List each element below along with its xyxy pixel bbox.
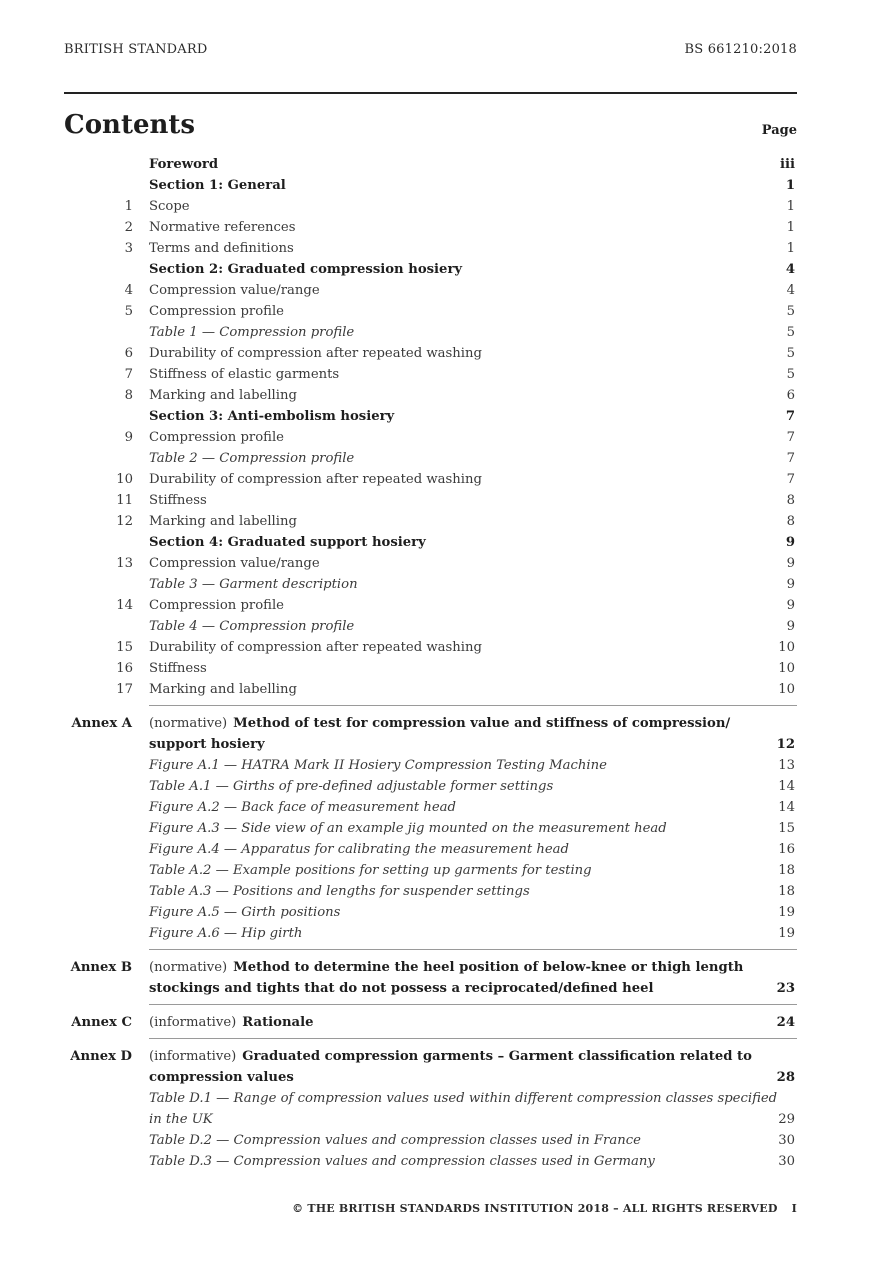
toc-entry-title: Compression profile (149, 598, 284, 613)
toc-entry-number: 3 (124, 241, 133, 256)
toc-entry-title: Table 3 — Garment description (149, 577, 358, 592)
toc-entry-number: 5 (124, 304, 133, 319)
toc-entry-page: 7 (785, 409, 795, 424)
toc-entry[interactable] (64, 154, 797, 175)
toc-entry-number: 7 (124, 367, 133, 382)
toc-entry[interactable] (64, 343, 797, 364)
annex-item-title: Table D.1 — Range of compression values used within different compression classes specified (149, 1091, 778, 1106)
annex-entry (70, 1038, 797, 1172)
toc-entry-title: Section 3: Anti-embolism hosiery (149, 409, 395, 424)
toc-entry-page: 5 (786, 367, 795, 382)
annex-title-row[interactable] (149, 1046, 797, 1067)
annex-title-row-cont[interactable] (149, 978, 797, 999)
toc-entry-page: 1 (786, 220, 795, 235)
toc-entry-page: 5 (786, 304, 795, 319)
annex-title-continued: support hosiery (149, 737, 265, 752)
toc-annexes (64, 705, 797, 1172)
toc-entry-title: Table 1 — Compression profile (149, 325, 355, 340)
toc-entry[interactable] (64, 448, 797, 469)
toc-entry[interactable] (64, 658, 797, 679)
toc-entry-title: Compression value/range (149, 556, 320, 571)
running-header-left: BRITISH STANDARD (64, 42, 208, 57)
annex-item[interactable] (149, 860, 797, 881)
toc-entry[interactable] (64, 553, 797, 574)
toc-entry-number: 16 (116, 661, 133, 676)
annex-entry (71, 705, 797, 944)
toc-entry[interactable] (64, 217, 797, 238)
toc-entry[interactable] (64, 385, 797, 406)
toc-entry-page: 1 (786, 199, 795, 214)
toc-entry-page: 4 (785, 262, 795, 277)
toc-entry-title: Table 2 — Compression profile (149, 451, 355, 466)
toc-entry-page: 7 (786, 451, 795, 466)
annex-item-title: Figure A.4 — Apparatus for calibrating the measurement head (149, 842, 569, 857)
annex-title-line (149, 713, 730, 734)
annex-item-title: Figure A.3 — Side view of an example jig mounted on the measurement head (149, 821, 667, 836)
toc-entry[interactable] (64, 322, 797, 343)
toc-entry-page: 1 (785, 178, 795, 193)
annex-item-title: Table A.3 — Positions and lengths for suspender settings (149, 884, 530, 899)
toc-entry-title: Section 4: Graduated support hosiery (149, 535, 426, 550)
annex-item-page: 29 (778, 1112, 795, 1127)
annex-item-page: 13 (778, 758, 795, 773)
annex-entry (71, 1004, 797, 1033)
toc-entry-title: Stiffness of elastic garments (149, 367, 340, 382)
toc-entry-page: 9 (786, 598, 795, 613)
toc-entry[interactable] (64, 175, 797, 196)
toc-entry-page: iii (779, 157, 795, 172)
annex-item-title: Table A.1 — Girths of pre-defined adjustable former settings (149, 779, 554, 794)
toc-entry[interactable] (64, 679, 797, 700)
annex-label: Annex A (71, 716, 132, 731)
annex-page: 24 (776, 1015, 795, 1030)
toc-entry-number: 4 (124, 283, 133, 298)
annex-title-row-cont[interactable] (149, 734, 797, 755)
toc-entry-page: 9 (786, 577, 795, 592)
annex-item[interactable] (149, 1151, 797, 1172)
toc-entry[interactable] (64, 637, 797, 658)
toc-entry-number: 14 (116, 598, 133, 613)
toc-entry-title: Normative references (149, 220, 296, 235)
annex-kind: (normative) (149, 716, 228, 731)
annex-kind: (normative) (149, 960, 228, 975)
annex-item-page: 15 (778, 821, 795, 836)
copyright-text: © THE BRITISH STANDARDS INSTITUTION 2018 – ALL RIGHTS RESERVED (292, 1202, 778, 1215)
toc-entry[interactable] (64, 196, 797, 217)
annex-item-title: in the UK (149, 1112, 213, 1127)
page-column-heading: Page (761, 123, 797, 138)
toc-entry-title: Marking and labelling (149, 388, 297, 403)
toc-entry-number: 9 (124, 430, 133, 445)
annex-title-row[interactable] (149, 713, 797, 734)
toc-entry-title: Durability of compression after repeated washing (149, 346, 482, 361)
annex-entry (70, 949, 797, 999)
annex-label: Annex D (70, 1049, 132, 1064)
page-title: Contents (64, 110, 196, 140)
toc-entry-title: Marking and labelling (149, 682, 297, 697)
toc-entry-title: Section 1: General (149, 178, 286, 193)
toc-entry-number: 2 (124, 220, 133, 235)
copyright-footer (292, 1202, 797, 1215)
annex-title-row[interactable] (149, 957, 797, 978)
annex-item-page: 30 (778, 1154, 795, 1169)
annex-label: Annex B (70, 960, 132, 975)
annex-item-page: 19 (778, 905, 795, 920)
annex-kind: (informative) (149, 1015, 237, 1030)
toc-entry[interactable] (64, 595, 797, 616)
annex-item-page: 16 (778, 842, 795, 857)
toc-entry-page: 10 (778, 640, 795, 655)
annex-page: 28 (776, 1070, 795, 1085)
toc-entry-title: Stiffness (149, 661, 207, 676)
annex-title-line (149, 1012, 314, 1033)
annex-title-row[interactable] (149, 1012, 797, 1033)
toc-entry[interactable] (64, 490, 797, 511)
toc-entry-title: Durability of compression after repeated washing (149, 472, 482, 487)
annex-item-title: Figure A.2 — Back face of measurement head (149, 800, 456, 815)
annex-item-title: Table A.2 — Example positions for setting up garments for testing (149, 863, 592, 878)
toc-entry-title: Durability of compression after repeated washing (149, 640, 482, 655)
annex-item-page: 30 (778, 1133, 795, 1148)
annex-page: 23 (776, 981, 795, 996)
running-header-right: BS 661210:2018 (684, 42, 797, 57)
annex-item[interactable] (149, 1130, 797, 1151)
toc-entry-title: Table 4 — Compression profile (149, 619, 355, 634)
toc-entry-page: 4 (786, 283, 795, 298)
annex-title: Method to determine the heel position of below-knee or thigh length (233, 960, 744, 975)
annex-title-line (149, 957, 743, 978)
toc-entry-page: 5 (786, 346, 795, 361)
toc-entry[interactable] (64, 469, 797, 490)
annex-title-continued: stockings and tights that do not possess a reciprocated/defined heel (149, 981, 654, 996)
toc-entry[interactable] (64, 532, 797, 553)
toc-entry-number: 11 (116, 493, 133, 508)
annex-title-continued: compression values (149, 1070, 294, 1085)
toc-entry-title: Stiffness (149, 493, 207, 508)
annex-item-title: Figure A.1 — HATRA Mark II Hosiery Compression Testing Machine (149, 758, 607, 773)
toc-entry-page: 9 (786, 556, 795, 571)
annex-item-page: 18 (778, 884, 795, 899)
footer-page-number: I (791, 1202, 797, 1215)
annex-item[interactable] (149, 776, 797, 797)
toc-entry[interactable] (64, 574, 797, 595)
toc-entry[interactable] (64, 301, 797, 322)
toc-entry-page: 1 (786, 241, 795, 256)
annex-item[interactable] (149, 1088, 797, 1109)
toc-entry-page: 9 (785, 535, 795, 550)
toc-entry-page: 8 (786, 493, 795, 508)
toc-entry[interactable] (64, 238, 797, 259)
header-rule (64, 92, 797, 94)
annex-item-page: 19 (778, 926, 795, 941)
annex-item[interactable] (149, 881, 797, 902)
toc-entry-number: 15 (116, 640, 133, 655)
toc-entry-number: 10 (116, 472, 133, 487)
toc-entry-number: 1 (124, 199, 133, 214)
toc-entry-title: Marking and labelling (149, 514, 297, 529)
toc-entry-page: 10 (778, 661, 795, 676)
annex-item-title: Figure A.6 — Hip girth (149, 926, 303, 941)
toc-entry[interactable] (64, 406, 797, 427)
toc-entry-title: Terms and definitions (149, 241, 294, 256)
toc-entry-number: 6 (124, 346, 133, 361)
toc-entry[interactable] (64, 511, 797, 532)
annex-item-page: 18 (778, 863, 795, 878)
toc-entry-title: Section 2: Graduated compression hosiery (149, 262, 463, 277)
annex-item-title: Table D.2 — Compression values and compression classes used in France (149, 1133, 641, 1148)
toc-entry-title: Compression profile (149, 430, 284, 445)
table-of-contents (64, 154, 797, 1177)
toc-entry[interactable] (64, 616, 797, 637)
annex-page: 12 (776, 737, 795, 752)
annex-item-title: Figure A.5 — Girth positions (149, 905, 341, 920)
toc-entry-page: 7 (786, 430, 795, 445)
toc-entry-title: Foreword (149, 157, 219, 172)
toc-entry[interactable] (64, 280, 797, 301)
toc-entry[interactable] (64, 259, 797, 280)
toc-entries (64, 154, 797, 700)
annex-item[interactable] (149, 839, 797, 860)
toc-entry-page: 9 (786, 619, 795, 634)
annex-title: Graduated compression garments – Garment classification related to (242, 1049, 752, 1064)
toc-entry-page: 8 (786, 514, 795, 529)
toc-entry[interactable] (64, 427, 797, 448)
annex-title-row-cont[interactable] (149, 1067, 797, 1088)
toc-entry-title: Compression value/range (149, 283, 320, 298)
toc-entry-page: 5 (786, 325, 795, 340)
annex-label: Annex C (71, 1015, 132, 1030)
annex-item-page: 14 (778, 779, 795, 794)
annex-title: Rationale (242, 1015, 314, 1030)
toc-entry-page: 10 (778, 682, 795, 697)
toc-entry-number: 13 (116, 556, 133, 571)
annex-item-title: Table D.3 — Compression values and compression classes used in Germany (149, 1154, 655, 1169)
annex-kind: (informative) (149, 1049, 237, 1064)
toc-entry-page: 6 (786, 388, 795, 403)
annex-title: Method of test for compression value and stiffness of compression/ (233, 716, 731, 731)
toc-entry-number: 8 (124, 388, 133, 403)
toc-entry-title: Scope (149, 199, 190, 214)
annex-item[interactable] (149, 818, 797, 839)
annex-item[interactable] (149, 902, 797, 923)
annex-item[interactable] (149, 923, 797, 944)
toc-entry-number: 17 (116, 682, 133, 697)
annex-title-line (149, 1046, 752, 1067)
annex-item[interactable] (149, 1109, 797, 1130)
annex-item[interactable] (149, 755, 797, 776)
toc-entry-number: 12 (116, 514, 133, 529)
toc-entry-page: 7 (786, 472, 795, 487)
annex-item[interactable] (149, 797, 797, 818)
annex-item-page: 14 (778, 800, 795, 815)
toc-entry[interactable] (64, 364, 797, 385)
toc-entry-title: Compression profile (149, 304, 284, 319)
